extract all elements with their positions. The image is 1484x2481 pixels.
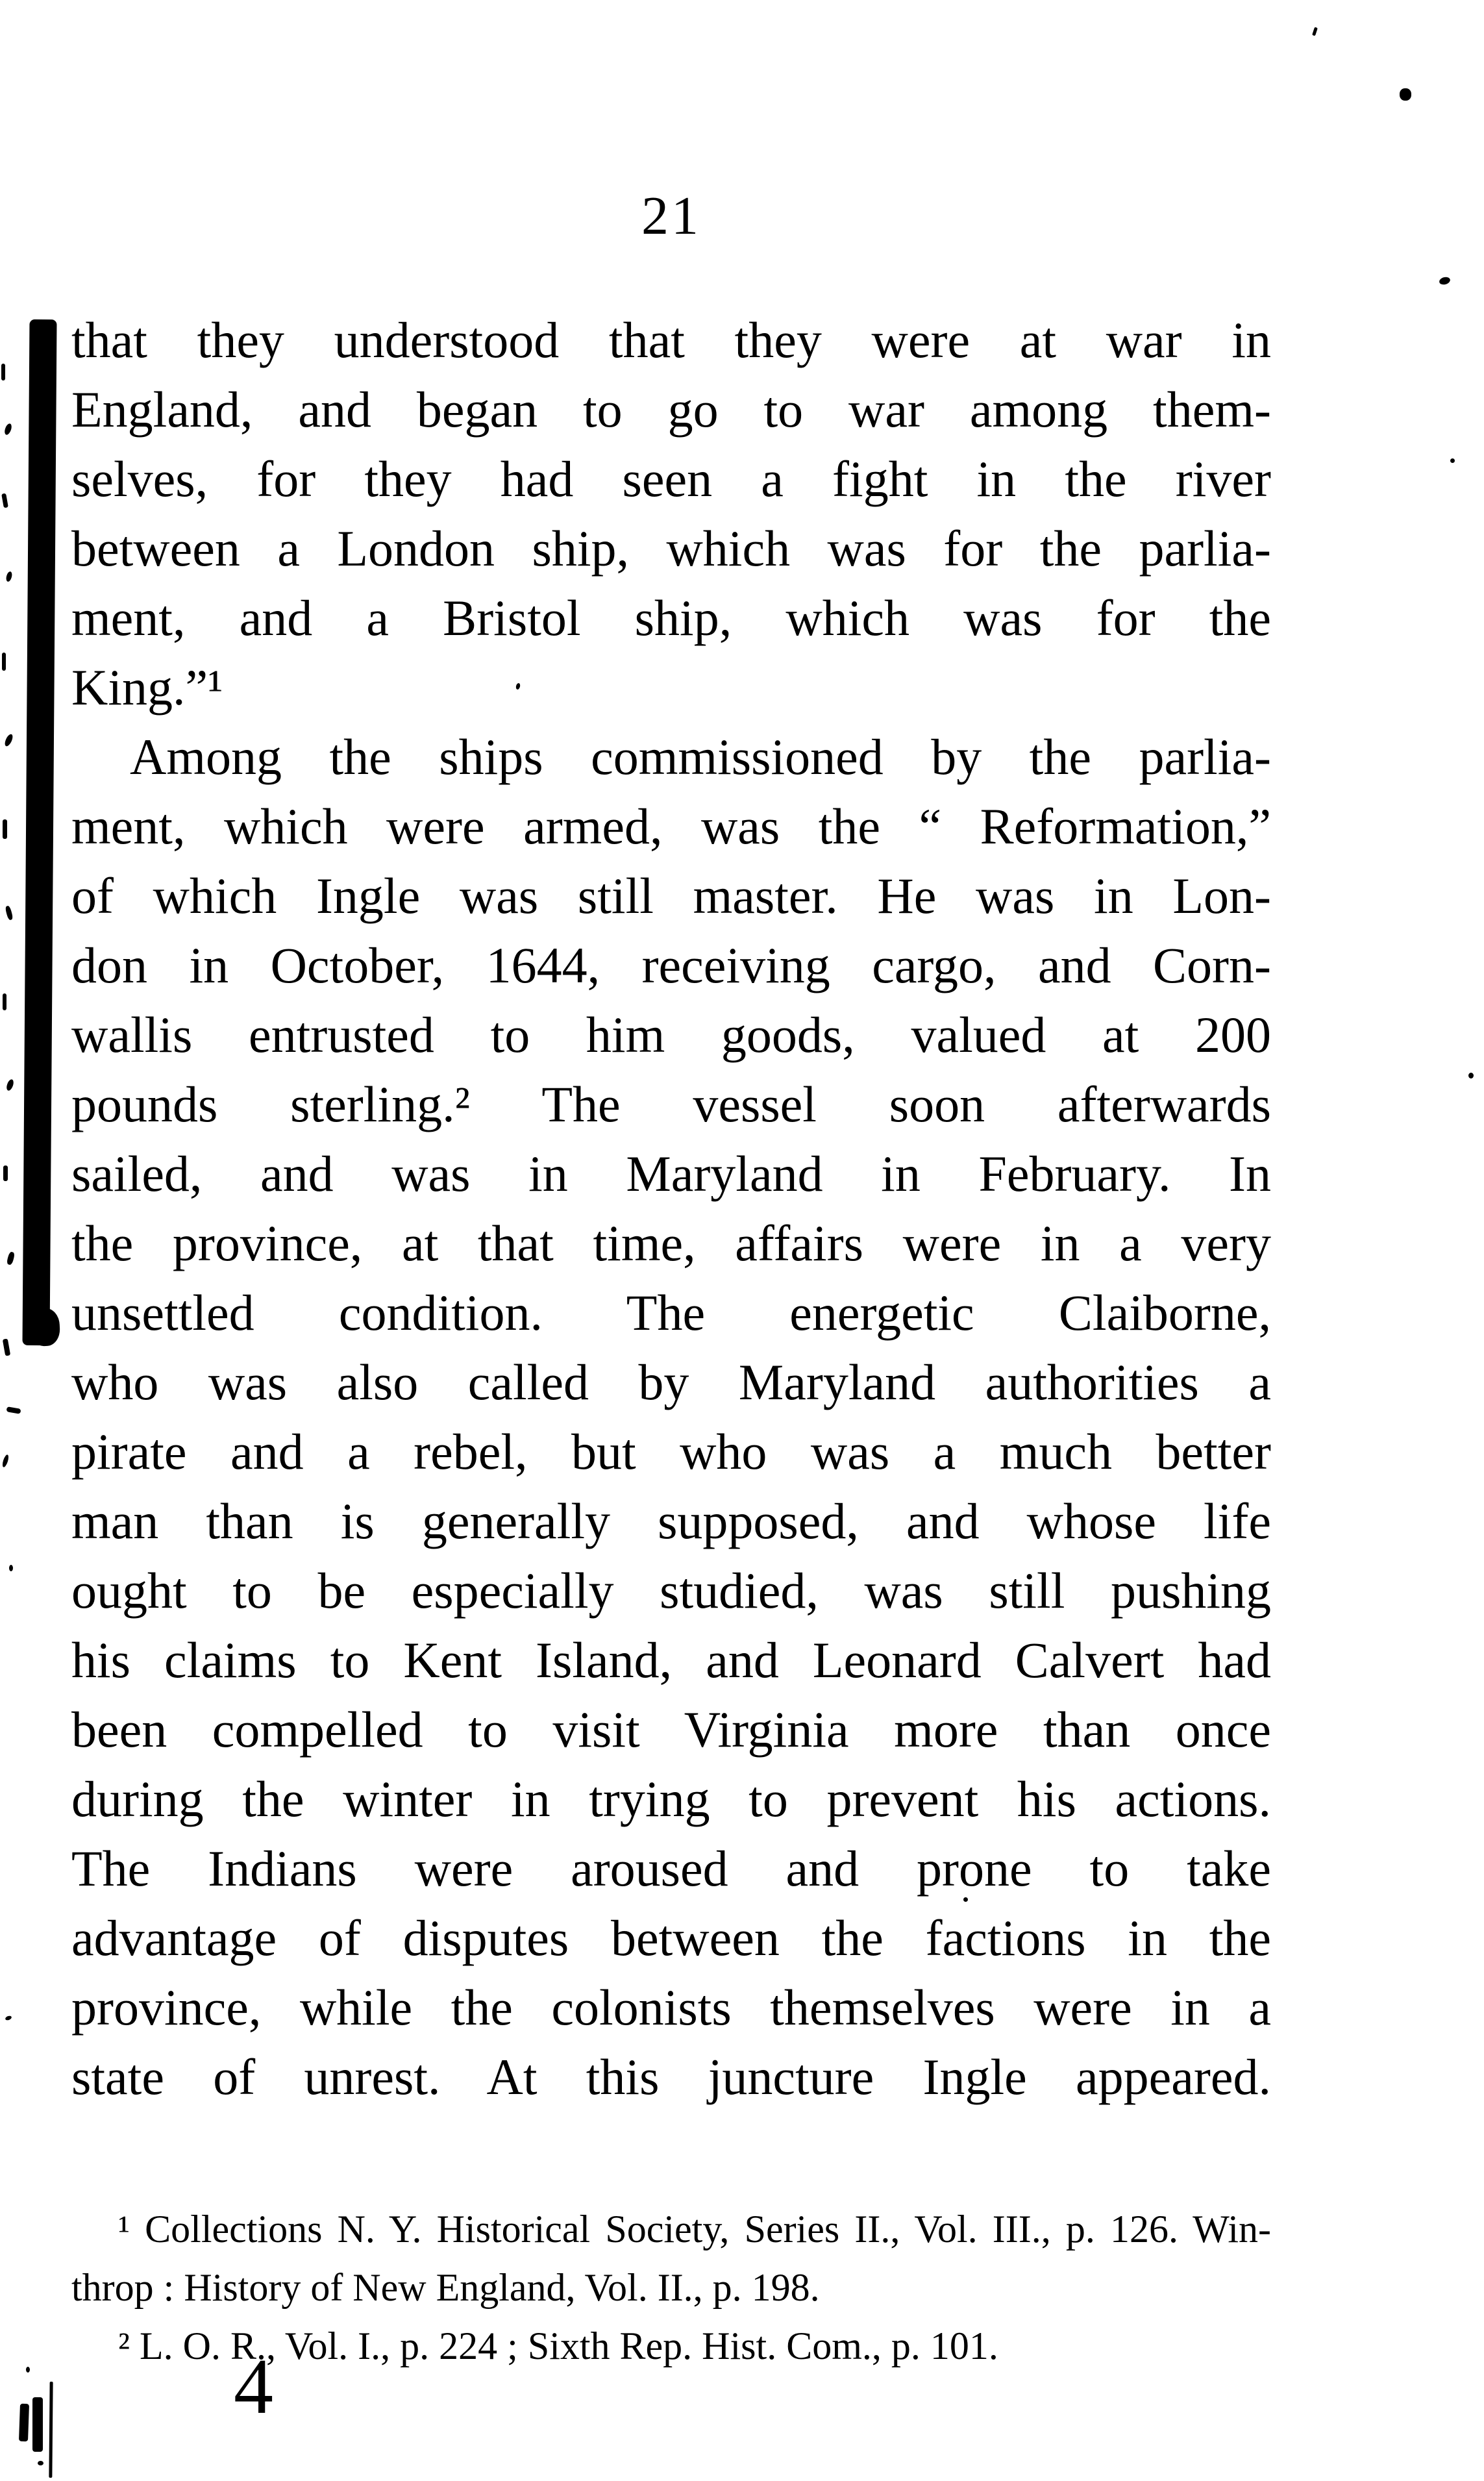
left-edge-speck — [3, 733, 14, 747]
body-line: man than is generally supposed, and whose life — [71, 1493, 1271, 1549]
left-edge-speck — [3, 1166, 8, 1181]
body-line: ought to be especially studied, was still pushing — [71, 1562, 1271, 1619]
body-line: wallis entrusted to him goods, valued at 200 — [71, 1006, 1271, 1063]
right-edge-speck — [1450, 458, 1455, 463]
body-line: of which Ingle was still master. He was in Lon- — [71, 867, 1271, 924]
left-edge-dash — [6, 1406, 21, 1414]
body-line: don in October, 1644, receiving cargo, and Corn- — [71, 937, 1271, 993]
body-line: sailed, and was in Maryland in February. In — [71, 1145, 1271, 1202]
left-edge-speck — [3, 423, 13, 436]
body-line: that they understood that they were at war in — [71, 312, 1271, 368]
left-edge-speck — [5, 2015, 12, 2021]
left-edge-speck — [3, 819, 7, 839]
top-right-blob — [1400, 88, 1411, 101]
left-edge-speck — [5, 1078, 15, 1091]
top-right-tick — [1312, 27, 1318, 36]
left-edge-speck — [2, 653, 6, 671]
left-edge-speck — [3, 993, 6, 1010]
body-line: unsettled condition. The energetic Claiborne, — [71, 1284, 1271, 1341]
signature-mark: 4 — [234, 2343, 273, 2430]
body-line: been compelled to visit Virginia more than once — [71, 1701, 1271, 1758]
left-edge-speck — [1, 1454, 10, 1467]
gutter-shadow-bar — [22, 319, 56, 1345]
left-edge-speck — [6, 1251, 16, 1265]
body-line: advantage of disputes between the factions in the — [71, 1910, 1271, 1966]
left-edge-speck — [1, 364, 5, 380]
body-line: selves, for they had seen a fight in the river — [71, 451, 1271, 507]
bottom-left-speck — [26, 2367, 30, 2373]
footnote-line: ² L. O. R., Vol. I., p. 224 ; Sixth Rep. Hist. Com., p. 101. — [118, 2325, 998, 2367]
paragraph — [71, 722, 1271, 2112]
paragraph — [71, 305, 1271, 722]
right-edge-blob — [1439, 276, 1451, 286]
body-line: province, while the colonists themselves were in a — [71, 1979, 1271, 2036]
right-edge-speck — [1468, 1073, 1474, 1078]
gutter-shadow-foot — [29, 1308, 61, 1347]
body-line: between a London ship, which was for the parlia- — [71, 520, 1271, 577]
bottom-left-line — [49, 2382, 53, 2478]
body-line: King.”¹ — [71, 659, 223, 716]
ink-speck — [963, 1897, 968, 1902]
body-line: ment, which were armed, was the “ Reformation,” — [71, 798, 1271, 854]
left-edge-speck — [5, 571, 13, 582]
body-line: England, and began to go to war among them- — [71, 381, 1271, 438]
body-line: during the winter in trying to prevent his actions. — [71, 1771, 1271, 1827]
body-line: pounds sterling.² The vessel soon afterwards — [71, 1076, 1271, 1132]
left-edge-speck — [9, 1565, 13, 1571]
left-edge-speck — [1, 493, 8, 508]
bottom-left-bar — [32, 2397, 43, 2452]
body-line: ment, and a Bristol ship, which was for the — [71, 590, 1271, 646]
body-text — [71, 305, 1271, 2112]
left-edge-speck — [3, 1339, 10, 1356]
body-line: the province, at that time, affairs were in a very — [71, 1215, 1271, 1271]
left-edge-speck — [5, 905, 13, 920]
body-line: his claims to Kent Island, and Leonard Calvert had — [71, 1632, 1271, 1688]
body-line: pirate and a rebel, but who was a much better — [71, 1423, 1271, 1480]
footnote-line: throp : History of New England, Vol. II., p. 198. — [71, 2266, 820, 2309]
footnote-line: ¹ Collections N. Y. Historical Society, Series II., Vol. III., p. 126. Win- — [118, 2208, 1271, 2250]
page-number: 21 — [641, 186, 701, 246]
bottom-left-bar — [19, 2404, 29, 2441]
body-line: state of unrest. At this juncture Ingle appeared. — [71, 2049, 1271, 2105]
body-line: The Indians were aroused and prone to take — [71, 1840, 1271, 1897]
bottom-left-speck — [38, 2461, 43, 2465]
body-line: Among the ships commissioned by the parlia- — [130, 729, 1271, 785]
body-line: who was also called by Maryland authorities a — [71, 1354, 1271, 1410]
